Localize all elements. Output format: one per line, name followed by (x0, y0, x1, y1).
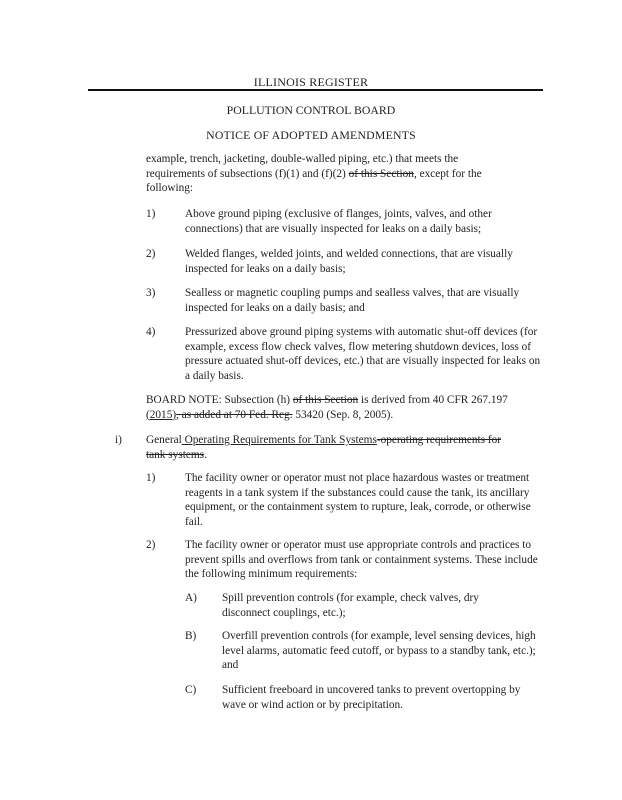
sublist-item-text: Overfill prevention controls (for example, level sensing devices, high level alarms, automatic feed cutoff, or bypass to a standby tank, etc.); and (222, 630, 536, 672)
list-item-text: Above ground piping (exclusive of flanges, joints, valves, and other connections) that are visually inspected for leaks on a daily basis; (185, 208, 492, 235)
struck-text: tank systems (146, 448, 205, 461)
underlined-text: Operating Requirements for Tank Systems (181, 434, 377, 446)
list-item-text: The facility owner or operator must use appropriate controls and practices to prevent spills and overflows from tank or containment systems. These include the following minimum requirements: (185, 539, 538, 581)
intro-line-2: requirements of subsections (f)(1) and (f)(2) of this Section, except for the (146, 167, 482, 180)
list-item-text: Pressurized above ground piping systems with automatic shut-off devices (for example, excess flow check valves, flow metering shutdown devices, loss of pressure actuated shut-off devices, etc.) that are visually inspected for leaks on a daily basis. (185, 326, 541, 382)
notice-title: NOTICE OF ADOPTED AMENDMENTS (206, 128, 416, 142)
sublist-item-letter: A) (185, 592, 197, 604)
struck-text: , as added at 70 Fed. Reg. (176, 408, 293, 421)
board-title: POLLUTION CONTROL BOARD (226, 103, 396, 117)
intro-line-1: example, trench, jacketing, double-walled piping, etc.) that meets the (146, 153, 459, 165)
list-item-number: 1) (146, 472, 156, 484)
section-heading: General Operating Requirements for Tank Systems-operating requirements for tank systems. (146, 434, 502, 461)
underlined-text: (2015) (146, 408, 177, 421)
list-item-text: The facility owner or operator must not place hazardous wastes or treatment reagents in a tank system if the substances could cause the tank, its ancillary equipment, or the containment system to rupture, leak, corrode, or otherwise fail. (185, 472, 531, 528)
sublist-item-text: Sufficient freeboard in uncovered tanks to prevent overtopping by wave or wind action or by precipitation. (222, 684, 521, 711)
header-rule (88, 89, 543, 91)
intro-line-3: following: (146, 182, 194, 195)
intro-paragraph (146, 152, 546, 196)
list-item-number: 3) (146, 287, 156, 299)
list-item-text: Welded flanges, welded joints, and welded connections, that are visually inspected for leaks on a daily basis; (185, 248, 513, 275)
section-label: i) (115, 434, 122, 446)
struck-text: -operating requirements for (376, 434, 502, 446)
sublist-item-letter: C) (185, 684, 197, 696)
list-item-text: Sealless or magnetic coupling pumps and sealless valves, that are visually inspected for leaks on a daily basis; and (185, 287, 520, 314)
list-item-number: 1) (146, 208, 156, 220)
struck-text: of this Section (292, 394, 359, 406)
sublist-item-letter: B) (185, 630, 197, 642)
sublist-item-text: Spill prevention controls (for example, check valves, dry disconnect couplings, etc.); (222, 592, 479, 619)
struck-text: of this Section (348, 167, 414, 180)
board-note: BOARD NOTE: Subsection (h) of this Section is derived from 40 CFR 267.197 (2015), as added at 70 Fed. Reg. 53420 (Sep. 8, 2005). (146, 394, 508, 421)
list-item-number: 2) (146, 539, 156, 551)
register-title: ILLINOIS REGISTER (253, 75, 369, 89)
list-item-number: 2) (146, 248, 156, 260)
list-item-number: 4) (146, 326, 156, 338)
